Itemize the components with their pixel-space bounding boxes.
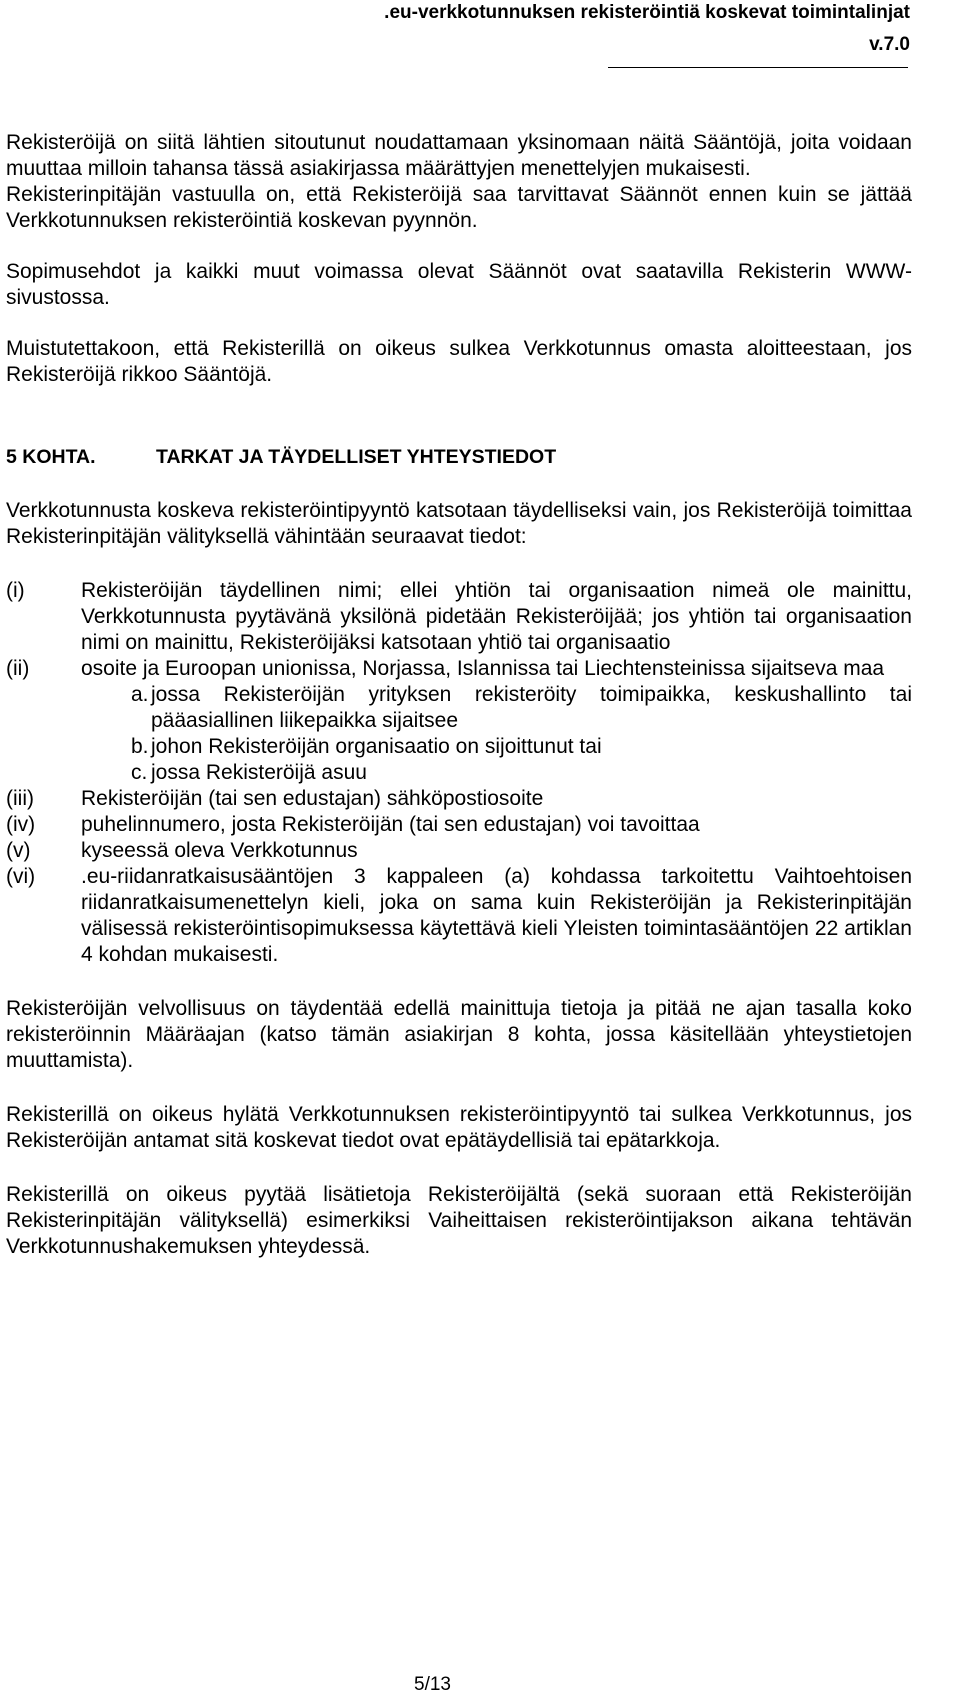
- list-marker: (ii): [6, 657, 30, 680]
- required-info-list: [6, 578, 912, 968]
- sublist-item-text: jossa Rekisteröijän yrityksen rekisteröity toimipaikka, keskushallinto tai pääasiallinen liikepaikka sijaitsee: [151, 683, 912, 732]
- list-marker: (v): [6, 839, 31, 862]
- list-item-text: kyseessä oleva Verkkotunnus: [81, 839, 358, 862]
- header-version: v.7.0: [869, 34, 910, 55]
- sublist-item: [131, 682, 912, 734]
- paragraph-terms-availability: Sopimusehdot ja kaikki muut voimassa olevat Säännöt ovat saatavilla Rekisterin WWW-sivustossa.: [6, 260, 912, 309]
- header-title: .eu-verkkotunnuksen rekisteröintiä koskevat toimintalinjat: [384, 2, 910, 23]
- running-header: [0, 0, 910, 58]
- paragraph-update-obligation: Rekisteröijän velvollisuus on täydentää edellä mainittuja tietoja ja pitää ne ajan tasalla koko rekisteröinnin Määräajan (katso tämän asiakirjan 8 kohta, jossa käsitellään yhteystietojen muuttamista).: [6, 997, 912, 1072]
- list-item-text: Rekisteröijän (tai sen edustajan) sähköpostiosoite: [81, 787, 544, 810]
- list-item: [6, 838, 912, 864]
- list-item: [6, 812, 912, 838]
- sublist-item: [131, 760, 912, 786]
- paragraph-additional-info: Rekisterillä on oikeus pyytää lisätietoja Rekisteröijältä (sekä suoraan että Rekisteröijän Rekisterinpitäjän välityksellä) esimerkiksi Vaiheittaisen rekisteröintijakson aikana tehtävän Verkkotunnushakemuksen yhteydessä.: [6, 1183, 912, 1258]
- list-item: [6, 864, 912, 968]
- list-item: [6, 578, 912, 656]
- list-item-text: puhelinnumero, josta Rekisteröijän (tai sen edustajan) voi tavoittaa: [81, 813, 700, 836]
- sublist-marker: c.: [131, 761, 148, 784]
- list-marker: (i): [6, 579, 25, 602]
- list-marker: (iii): [6, 787, 34, 810]
- paragraph-rejection-right: Rekisterillä on oikeus hylätä Verkkotunnuksen rekisteröintipyyntö tai sulkea Verkkotunnus, jos Rekisteröijän antamat sitä koskevat tiedot ovat epätäydellisiä tai epätarkkoja.: [6, 1103, 912, 1152]
- list-item: [6, 656, 912, 682]
- sublist-marker: a.: [131, 683, 149, 706]
- document-body: [6, 130, 912, 1260]
- list-item: [6, 786, 912, 812]
- header-rule: [608, 67, 908, 68]
- section-title: TARKAT JA TÄYDELLISET YHTEYSTIEDOT: [156, 446, 557, 468]
- paragraph-intro: Verkkotunnusta koskeva rekisteröintipyyntö katsotaan täydelliseksi vain, jos Rekisteröijä toimittaa Rekisterinpitäjän välityksellä vähintään seuraavat tiedot:: [6, 499, 912, 548]
- paragraph-suspension-reminder: Muistutettakoon, että Rekisterillä on oikeus sulkea Verkkotunnus omasta aloitteestaan, jos Rekisteröijä rikkoo Sääntöjä.: [6, 337, 912, 386]
- section-number: 5 KOHTA.: [6, 446, 96, 468]
- list-item-text: .eu-riidanratkaisusääntöjen 3 kappaleen (a) kohdassa tarkoitettu Vaihtoehtoisen riidanratkaisumenettelyn kieli, joka on sama kuin Rekisteröijän ja Rekisterinpitäjän välisessä rekisteröintisopimuksessa käytettävä kieli Yleisten toimintasääntöjen 22 artiklan 4 kohdan mukaisesti.: [81, 865, 912, 966]
- page-number: 5/13: [414, 1674, 451, 1695]
- paragraph-binding-rules: Rekisteröijä on siitä lähtien sitoutunut noudattamaan yksinomaan näitä Sääntöjä, joita voidaan muuttaa milloin tahansa tässä asiakirjassa määrättyjen menettelyjen mukaisesti.: [6, 131, 912, 180]
- list-marker: (vi): [6, 865, 36, 888]
- sublist-marker: b.: [131, 735, 149, 758]
- list-item-text: Rekisteröijän täydellinen nimi; ellei yhtiön tai organisaation nimeä ole mainittu, Verkkotunnusta pyytävänä yksilönä pidetään Rekisteröijää; jos yhtiön tai organisaation nimi on mainittu, Rekisteröijäksi katsotaan yhtiö tai organisaatio: [81, 579, 912, 654]
- sublist-item: [131, 734, 912, 760]
- paragraph-registrar-responsibility: Rekisterinpitäjän vastuulla on, että Rekisteröijä saa tarvittavat Säännöt ennen kuin se jättää Verkkotunnuksen rekisteröintiä koskevan pyynnön.: [6, 183, 912, 232]
- country-sublist: [6, 682, 912, 786]
- list-item-text: osoite ja Euroopan unionissa, Norjassa, Islannissa tai Liechtensteinissa sijaitseva maa: [81, 657, 885, 680]
- section-heading: [6, 444, 912, 470]
- list-marker: (iv): [6, 813, 36, 836]
- sublist-item-text: johon Rekisteröijän organisaatio on sijoittunut tai: [151, 735, 602, 758]
- sublist-item-text: jossa Rekisteröijä asuu: [151, 761, 367, 784]
